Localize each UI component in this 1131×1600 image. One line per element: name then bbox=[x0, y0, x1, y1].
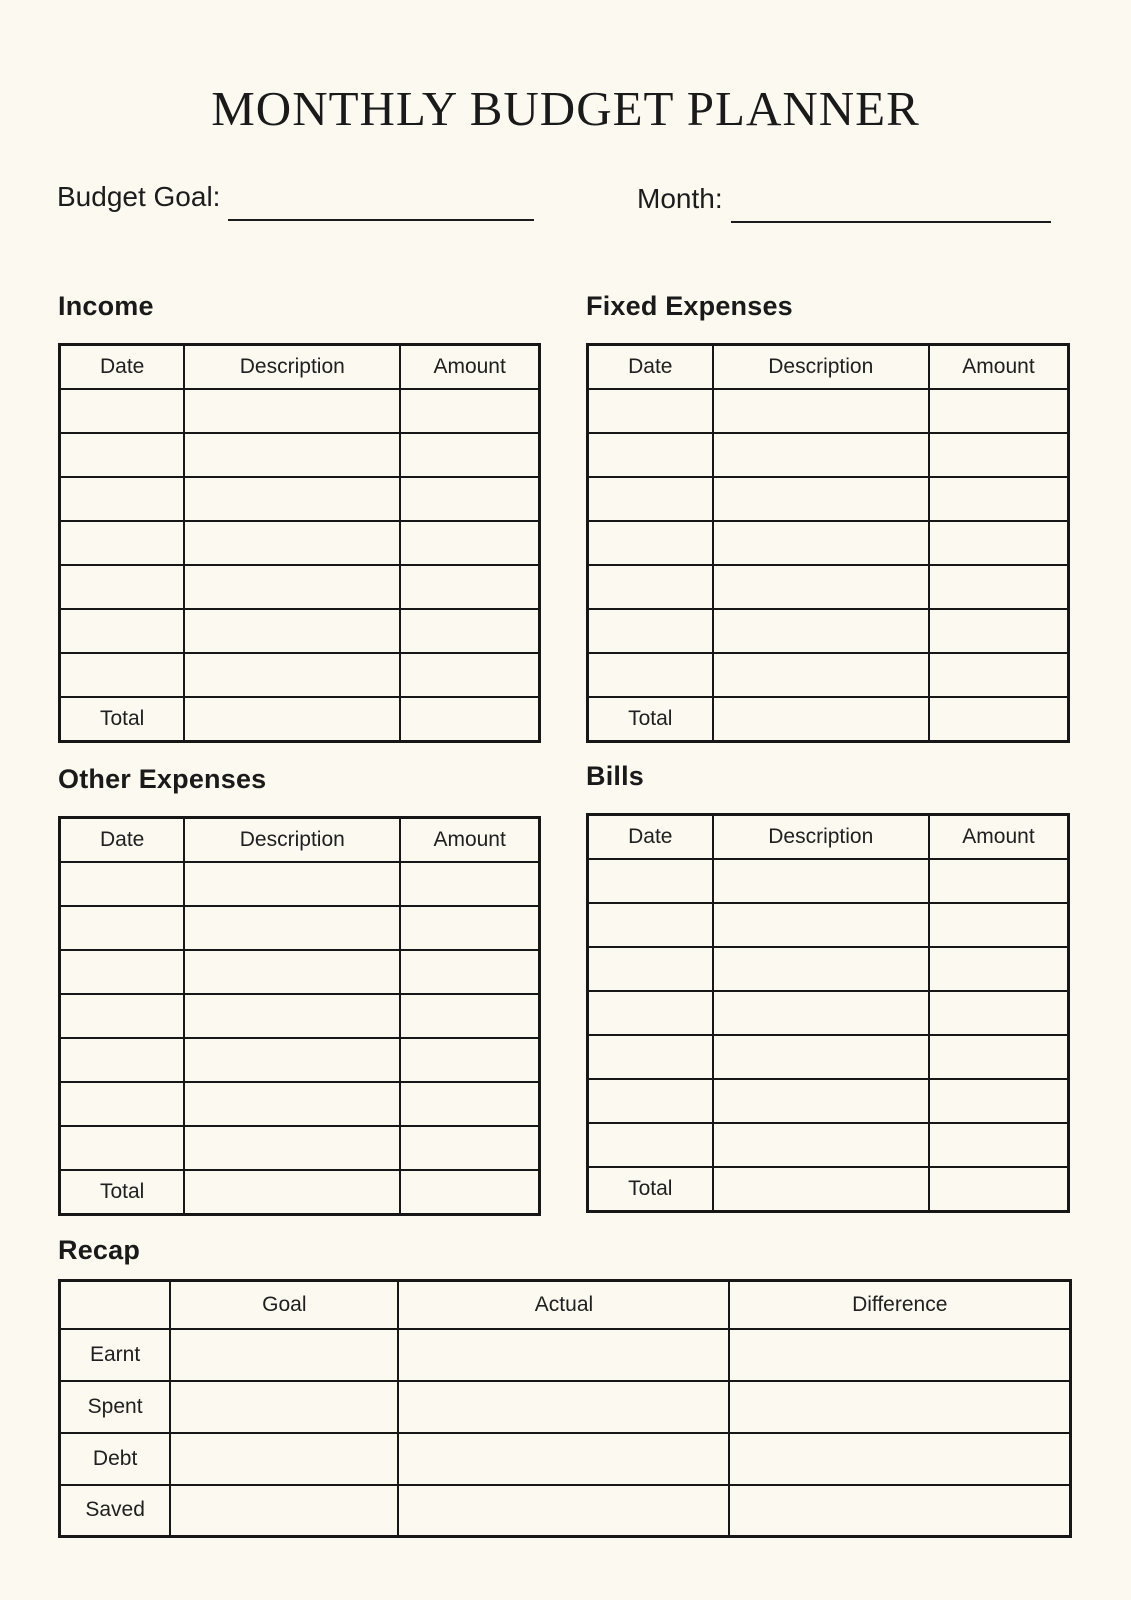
income-row bbox=[60, 521, 540, 565]
fixed-expenses-amount-cell[interactable] bbox=[929, 389, 1069, 433]
bills-header-row bbox=[588, 815, 1069, 859]
bills-description-cell[interactable] bbox=[713, 859, 929, 903]
fixed-expenses-date-cell[interactable] bbox=[588, 433, 713, 477]
other-expenses-amount-cell[interactable] bbox=[400, 1126, 539, 1170]
fixed-expenses-amount-cell[interactable] bbox=[929, 433, 1069, 477]
fixed-expenses-row bbox=[588, 565, 1069, 609]
recap-earnt-goal-cell[interactable] bbox=[170, 1329, 398, 1381]
bills-description-cell[interactable] bbox=[713, 1123, 929, 1167]
recap-col-blank bbox=[60, 1281, 171, 1329]
income-description-cell[interactable] bbox=[184, 653, 400, 697]
recap-section bbox=[58, 1235, 1072, 1538]
other-expenses-amount-cell[interactable] bbox=[400, 1082, 539, 1126]
bills-heading: Bills bbox=[586, 761, 645, 791]
other-expenses-section bbox=[58, 764, 541, 1216]
fixed-expenses-total-description-cell[interactable] bbox=[713, 697, 929, 742]
recap-spent-goal-cell[interactable] bbox=[170, 1381, 398, 1433]
fixed-expenses-description-cell[interactable] bbox=[713, 609, 929, 653]
other-expenses-total-amount-cell[interactable] bbox=[400, 1170, 539, 1215]
bills-row bbox=[588, 903, 1069, 947]
income-total-amount-cell[interactable] bbox=[400, 697, 539, 742]
budget-goal-fill-line[interactable] bbox=[228, 191, 534, 221]
other-expenses-table bbox=[58, 816, 541, 1216]
other-expenses-date-cell[interactable] bbox=[60, 862, 185, 906]
income-row bbox=[60, 477, 540, 521]
other-expenses-description-cell[interactable] bbox=[184, 950, 400, 994]
recap-saved-actual-cell[interactable] bbox=[398, 1485, 729, 1537]
recap-debt-label: Debt bbox=[60, 1433, 171, 1485]
income-description-cell[interactable] bbox=[184, 565, 400, 609]
income-description-cell[interactable] bbox=[184, 477, 400, 521]
bills-col-amount: Amount bbox=[929, 815, 1069, 859]
bills-date-cell[interactable] bbox=[588, 1035, 713, 1079]
other-expenses-date-cell[interactable] bbox=[60, 1082, 185, 1126]
fixed-expenses-date-cell[interactable] bbox=[588, 477, 713, 521]
fixed-expenses-row bbox=[588, 389, 1069, 433]
recap-spent-label: Spent bbox=[60, 1381, 171, 1433]
income-amount-cell[interactable] bbox=[400, 609, 539, 653]
fixed-expenses-col-amount: Amount bbox=[929, 345, 1069, 389]
recap-header-row bbox=[60, 1281, 1071, 1329]
other-expenses-row bbox=[60, 1038, 540, 1082]
other-expenses-date-cell[interactable] bbox=[60, 1126, 185, 1170]
income-amount-cell[interactable] bbox=[400, 521, 539, 565]
other-expenses-description-cell[interactable] bbox=[184, 1082, 400, 1126]
other-expenses-description-cell[interactable] bbox=[184, 862, 400, 906]
bills-amount-cell[interactable] bbox=[929, 903, 1069, 947]
bills-total-row bbox=[588, 1167, 1069, 1212]
other-expenses-amount-cell[interactable] bbox=[400, 994, 539, 1038]
fixed-expenses-total-amount-cell[interactable] bbox=[929, 697, 1069, 742]
fixed-expenses-date-cell[interactable] bbox=[588, 521, 713, 565]
other-expenses-row bbox=[60, 906, 540, 950]
income-row bbox=[60, 433, 540, 477]
bills-col-date: Date bbox=[588, 815, 713, 859]
income-date-cell[interactable] bbox=[60, 609, 185, 653]
other-expenses-col-description: Description bbox=[184, 818, 400, 862]
fixed-expenses-date-cell[interactable] bbox=[588, 389, 713, 433]
other-expenses-date-cell[interactable] bbox=[60, 906, 185, 950]
other-expenses-amount-cell[interactable] bbox=[400, 1038, 539, 1082]
fixed-expenses-description-cell[interactable] bbox=[713, 521, 929, 565]
fixed-expenses-total-row bbox=[588, 697, 1069, 742]
fixed-expenses-total-label: Total bbox=[588, 697, 713, 742]
income-amount-cell[interactable] bbox=[400, 389, 539, 433]
income-col-description: Description bbox=[184, 345, 400, 389]
fixed-expenses-description-cell[interactable] bbox=[713, 477, 929, 521]
recap-debt-actual-cell[interactable] bbox=[398, 1433, 729, 1485]
recap-spent-actual-cell[interactable] bbox=[398, 1381, 729, 1433]
bills-section bbox=[586, 761, 1070, 1213]
other-expenses-col-amount: Amount bbox=[400, 818, 539, 862]
recap-table bbox=[58, 1279, 1072, 1538]
fixed-expenses-amount-cell[interactable] bbox=[929, 477, 1069, 521]
income-table bbox=[58, 343, 541, 743]
bills-description-cell[interactable] bbox=[713, 903, 929, 947]
fixed-expenses-section bbox=[586, 291, 1070, 743]
recap-col-goal: Goal bbox=[170, 1281, 398, 1329]
bills-amount-cell[interactable] bbox=[929, 947, 1069, 991]
bills-date-cell[interactable] bbox=[588, 947, 713, 991]
income-date-cell[interactable] bbox=[60, 653, 185, 697]
recap-debt-difference-cell[interactable] bbox=[729, 1433, 1070, 1485]
bills-col-description: Description bbox=[713, 815, 929, 859]
bills-description-cell[interactable] bbox=[713, 1035, 929, 1079]
recap-col-difference: Difference bbox=[729, 1281, 1070, 1329]
other-expenses-amount-cell[interactable] bbox=[400, 906, 539, 950]
fixed-expenses-header-row bbox=[588, 345, 1069, 389]
fixed-expenses-description-cell[interactable] bbox=[713, 389, 929, 433]
bills-date-cell[interactable] bbox=[588, 1079, 713, 1123]
fixed-expenses-amount-cell[interactable] bbox=[929, 521, 1069, 565]
recap-saved-goal-cell[interactable] bbox=[170, 1485, 398, 1537]
bills-row bbox=[588, 1123, 1069, 1167]
income-description-cell[interactable] bbox=[184, 389, 400, 433]
recap-spent-difference-cell[interactable] bbox=[729, 1381, 1070, 1433]
bills-total-amount-cell[interactable] bbox=[929, 1167, 1069, 1212]
bills-description-cell[interactable] bbox=[713, 991, 929, 1035]
bills-description-cell[interactable] bbox=[713, 947, 929, 991]
month-label: Month: bbox=[637, 183, 723, 214]
other-expenses-row bbox=[60, 1126, 540, 1170]
fixed-expenses-description-cell[interactable] bbox=[713, 565, 929, 609]
other-expenses-row bbox=[60, 950, 540, 994]
bills-amount-cell[interactable] bbox=[929, 859, 1069, 903]
income-row bbox=[60, 609, 540, 653]
bills-row bbox=[588, 1079, 1069, 1123]
other-expenses-amount-cell[interactable] bbox=[400, 950, 539, 994]
bills-date-cell[interactable] bbox=[588, 903, 713, 947]
other-expenses-total-label: Total bbox=[60, 1170, 185, 1215]
fixed-expenses-date-cell[interactable] bbox=[588, 609, 713, 653]
fixed-expenses-heading: Fixed Expenses bbox=[586, 291, 793, 321]
other-expenses-total-row bbox=[60, 1170, 540, 1215]
bills-total-description-cell[interactable] bbox=[713, 1167, 929, 1212]
income-col-amount: Amount bbox=[400, 345, 539, 389]
income-amount-cell[interactable] bbox=[400, 477, 539, 521]
bills-amount-cell[interactable] bbox=[929, 1123, 1069, 1167]
fixed-expenses-row bbox=[588, 433, 1069, 477]
recap-row-debt bbox=[60, 1433, 1071, 1485]
fixed-expenses-row bbox=[588, 477, 1069, 521]
bills-date-cell[interactable] bbox=[588, 1123, 713, 1167]
income-description-cell[interactable] bbox=[184, 609, 400, 653]
fixed-expenses-table bbox=[586, 343, 1070, 743]
income-date-cell[interactable] bbox=[60, 433, 185, 477]
fixed-expenses-row bbox=[588, 521, 1069, 565]
bills-row bbox=[588, 947, 1069, 991]
income-total-label: Total bbox=[60, 697, 185, 742]
income-date-cell[interactable] bbox=[60, 389, 185, 433]
fixed-expenses-col-date: Date bbox=[588, 345, 713, 389]
income-header-row bbox=[60, 345, 540, 389]
other-expenses-date-cell[interactable] bbox=[60, 1038, 185, 1082]
bills-row bbox=[588, 1035, 1069, 1079]
recap-earnt-label: Earnt bbox=[60, 1329, 171, 1381]
recap-row-saved bbox=[60, 1485, 1071, 1537]
bills-amount-cell[interactable] bbox=[929, 1079, 1069, 1123]
income-section bbox=[58, 291, 541, 743]
bills-date-cell[interactable] bbox=[588, 991, 713, 1035]
bills-row bbox=[588, 991, 1069, 1035]
income-date-cell[interactable] bbox=[60, 521, 185, 565]
income-col-date: Date bbox=[60, 345, 185, 389]
other-expenses-date-cell[interactable] bbox=[60, 994, 185, 1038]
recap-row-spent bbox=[60, 1381, 1071, 1433]
other-expenses-heading: Other Expenses bbox=[58, 764, 267, 794]
month-field bbox=[637, 184, 1051, 223]
income-description-cell[interactable] bbox=[184, 433, 400, 477]
recap-debt-goal-cell[interactable] bbox=[170, 1433, 398, 1485]
income-amount-cell[interactable] bbox=[400, 653, 539, 697]
income-row bbox=[60, 389, 540, 433]
income-amount-cell[interactable] bbox=[400, 433, 539, 477]
fixed-expenses-description-cell[interactable] bbox=[713, 433, 929, 477]
bills-amount-cell[interactable] bbox=[929, 1035, 1069, 1079]
budget-goal-field bbox=[57, 182, 534, 221]
other-expenses-row bbox=[60, 994, 540, 1038]
income-row bbox=[60, 653, 540, 697]
other-expenses-row bbox=[60, 1082, 540, 1126]
income-row bbox=[60, 565, 540, 609]
recap-heading: Recap bbox=[58, 1235, 141, 1265]
fixed-expenses-amount-cell[interactable] bbox=[929, 609, 1069, 653]
income-date-cell[interactable] bbox=[60, 565, 185, 609]
recap-saved-difference-cell[interactable] bbox=[729, 1485, 1070, 1537]
other-expenses-row bbox=[60, 862, 540, 906]
other-expenses-description-cell[interactable] bbox=[184, 994, 400, 1038]
fixed-expenses-row bbox=[588, 653, 1069, 697]
other-expenses-date-cell[interactable] bbox=[60, 950, 185, 994]
fixed-expenses-amount-cell[interactable] bbox=[929, 653, 1069, 697]
fixed-expenses-date-cell[interactable] bbox=[588, 653, 713, 697]
recap-row-earnt bbox=[60, 1329, 1071, 1381]
other-expenses-total-description-cell[interactable] bbox=[184, 1170, 400, 1215]
bills-row bbox=[588, 859, 1069, 903]
other-expenses-description-cell[interactable] bbox=[184, 906, 400, 950]
recap-earnt-difference-cell[interactable] bbox=[729, 1329, 1070, 1381]
recap-col-actual: Actual bbox=[398, 1281, 729, 1329]
bills-table bbox=[586, 813, 1070, 1213]
other-expenses-col-date: Date bbox=[60, 818, 185, 862]
month-fill-line[interactable] bbox=[731, 193, 1051, 223]
income-description-cell[interactable] bbox=[184, 521, 400, 565]
income-amount-cell[interactable] bbox=[400, 565, 539, 609]
income-total-description-cell[interactable] bbox=[184, 697, 400, 742]
fixed-expenses-col-description: Description bbox=[713, 345, 929, 389]
fixed-expenses-row bbox=[588, 609, 1069, 653]
other-expenses-description-cell[interactable] bbox=[184, 1126, 400, 1170]
budget-goal-label: Budget Goal: bbox=[57, 181, 221, 212]
other-expenses-amount-cell[interactable] bbox=[400, 862, 539, 906]
bills-total-label: Total bbox=[588, 1167, 713, 1212]
recap-earnt-actual-cell[interactable] bbox=[398, 1329, 729, 1381]
fixed-expenses-description-cell[interactable] bbox=[713, 653, 929, 697]
bills-description-cell[interactable] bbox=[713, 1079, 929, 1123]
other-expenses-header-row bbox=[60, 818, 540, 862]
bills-date-cell[interactable] bbox=[588, 859, 713, 903]
income-date-cell[interactable] bbox=[60, 477, 185, 521]
fixed-expenses-date-cell[interactable] bbox=[588, 565, 713, 609]
fixed-expenses-amount-cell[interactable] bbox=[929, 565, 1069, 609]
recap-saved-label: Saved bbox=[60, 1485, 171, 1537]
page-title: MONTHLY BUDGET PLANNER bbox=[211, 81, 920, 136]
income-heading: Income bbox=[58, 291, 154, 321]
bills-amount-cell[interactable] bbox=[929, 991, 1069, 1035]
other-expenses-description-cell[interactable] bbox=[184, 1038, 400, 1082]
income-total-row bbox=[60, 697, 540, 742]
